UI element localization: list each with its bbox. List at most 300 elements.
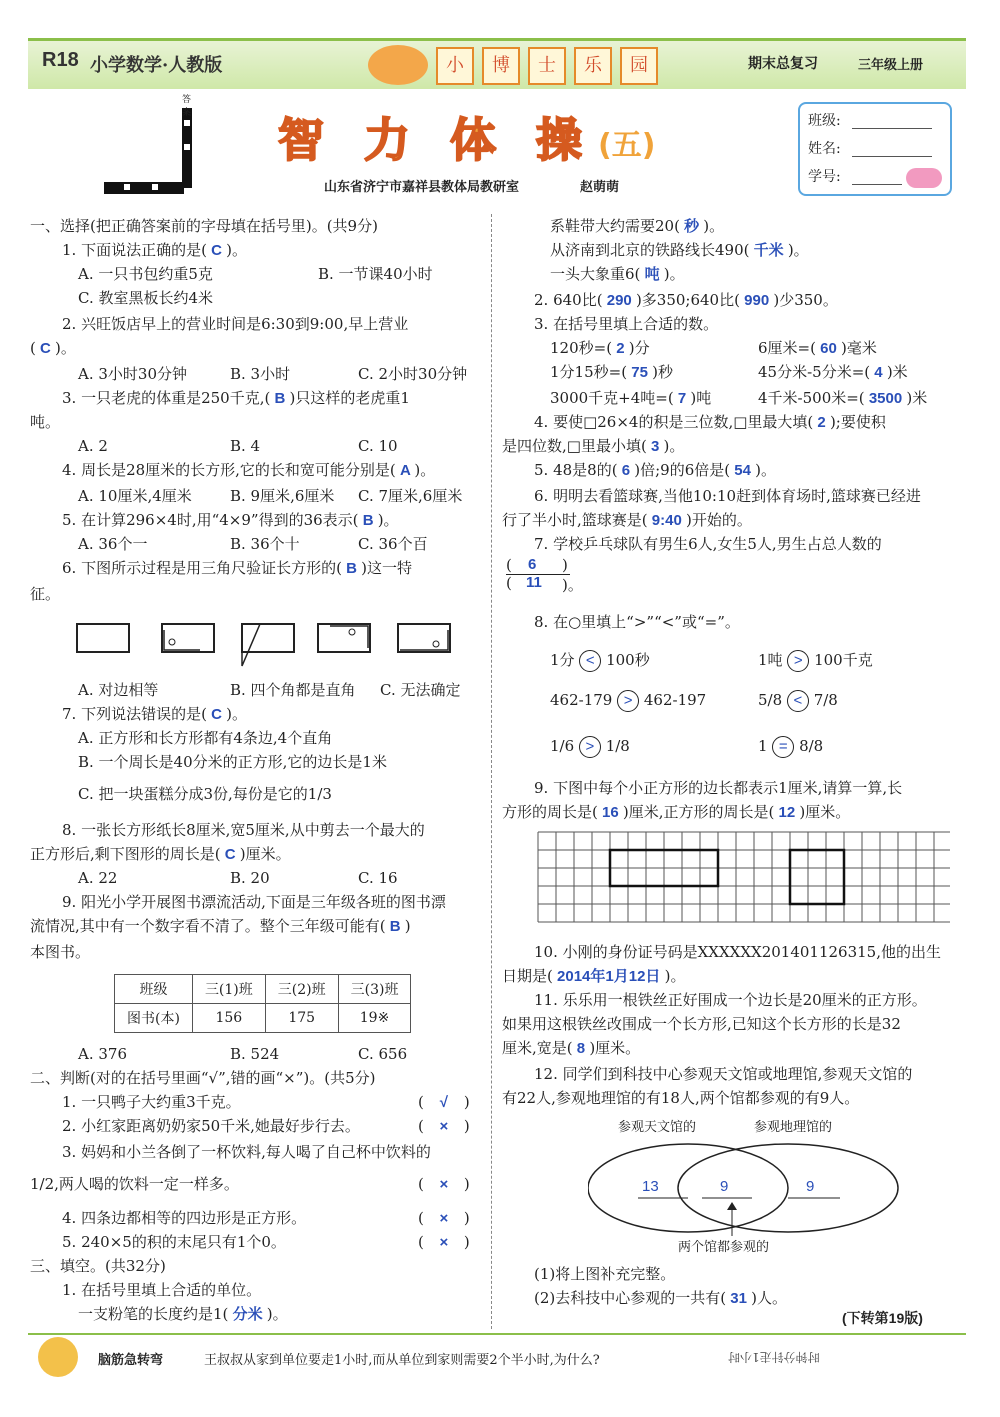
- right-text: 有22人,参观地理馆的有18人,两个馆都参观的有9人。: [502, 1089, 860, 1107]
- left-text: C. 无法确定: [380, 681, 461, 699]
- judge-mark[interactable]: [418, 1114, 470, 1139]
- right-text: )米: [886, 363, 908, 381]
- venn-label-left: 参观天文馆的: [618, 1120, 697, 1135]
- venn-right-only: 9: [806, 1178, 815, 1195]
- right-text: )。: [663, 437, 685, 455]
- left-text: )只这样的老虎重1: [289, 389, 410, 407]
- right-text: )。: [787, 241, 809, 259]
- judge-answer: ×: [439, 1234, 449, 1251]
- right-line: [534, 458, 776, 483]
- right-text: )少350。: [773, 291, 838, 309]
- compare-left: 1吨: [758, 651, 788, 669]
- left-text: A. 10厘米,4厘米: [78, 487, 192, 505]
- right-line: [550, 262, 685, 287]
- right-text: );要使积: [829, 413, 886, 431]
- header-code: R18: [42, 49, 79, 71]
- right-text: )人。: [751, 1289, 787, 1307]
- left-line: [62, 818, 425, 842]
- left-text: C. 36个百: [358, 535, 428, 553]
- left-answer: C: [206, 242, 227, 259]
- right-answer: 16: [597, 804, 623, 821]
- table-header-row: [115, 975, 411, 1004]
- right-answer: 290: [602, 292, 636, 309]
- left-line: [62, 458, 435, 483]
- right-answer: 54: [730, 462, 756, 479]
- left-line: [62, 1206, 306, 1230]
- left-text: C. 2小时30分钟: [358, 365, 468, 383]
- compare-right: 100秒: [601, 651, 650, 669]
- q7-fraction: ( 6 ) ( 11 )。: [506, 556, 583, 594]
- left-text: B. 一个周长是40分米的正方形,它的边长是1米: [78, 753, 387, 771]
- left-line: [62, 1278, 261, 1302]
- id-field[interactable]: [852, 184, 902, 185]
- right-text: )秒: [652, 363, 673, 381]
- compare-symbol[interactable]: <: [579, 650, 601, 672]
- left-text: C. 把一块蛋糕分成3份,每份是它的1/3: [78, 785, 332, 803]
- judge-paren: ): [463, 1117, 470, 1135]
- left-text: 1. 一只鸭子大约重3千克。: [62, 1093, 241, 1111]
- left-line: [78, 866, 117, 890]
- left-line: [78, 678, 158, 702]
- title-char: 力: [364, 113, 410, 167]
- table-header-cell: 班级: [115, 975, 193, 1004]
- left-text: 1. 在括号里填上合适的单位。: [62, 1281, 262, 1299]
- right-answer: 吨: [640, 266, 664, 283]
- right-text: 8. 在○里填上“>”“<”或“=”。: [534, 613, 740, 631]
- judge-paren: (: [418, 1233, 424, 1251]
- judge-answer: ×: [439, 1210, 449, 1227]
- right-line: [534, 288, 838, 313]
- left-text: B. 3小时: [230, 365, 291, 383]
- right-text: 6. 明明去看篮球赛,当他10:10赶到体育场时,篮球赛已经进: [534, 487, 921, 505]
- left-text: A. 一只书包约重5克: [78, 265, 213, 283]
- q7-numerator: 6: [528, 556, 537, 573]
- right-answer: 31: [726, 1290, 752, 1307]
- left-text: 正方形后,剩下图形的周长是(: [30, 845, 221, 863]
- left-line: [230, 866, 270, 890]
- left-text: A. 2: [78, 437, 108, 455]
- left-text: 2. 兴旺饭店早上的营业时间是6:30到9:00,早上营业: [62, 315, 409, 333]
- right-line: [534, 312, 718, 336]
- left-text: B. 一节课40小时: [318, 265, 433, 283]
- left-line: [78, 362, 187, 386]
- left-answer: 分米: [228, 1306, 267, 1323]
- left-text: )厘米。: [239, 845, 291, 863]
- student-info-box: [798, 102, 952, 196]
- left-text: 流情况,其中有一个数字看不清了。整个三年级可能有(: [30, 917, 386, 935]
- fun-box: 博: [482, 47, 520, 85]
- table-cell: 156: [192, 1004, 265, 1033]
- triangle-ruler-shapes-icon: [76, 620, 456, 670]
- name-field[interactable]: [852, 156, 932, 157]
- right-line: [550, 214, 724, 239]
- right-line: [534, 410, 886, 435]
- right-text: (1)将上图补充完整。: [534, 1265, 676, 1283]
- right-answer: 60: [815, 340, 841, 357]
- left-answer: C: [206, 706, 227, 723]
- left-text: 7. 下列说法错误的是(: [62, 705, 207, 723]
- right-text: 11. 乐乐用一根铁丝正好围成一个边长是20厘米的正方形。: [534, 991, 927, 1009]
- left-text: A. 376: [78, 1045, 127, 1063]
- left-answer: C: [220, 846, 240, 863]
- right-answer: 千米: [749, 242, 788, 259]
- judge-paren: (: [418, 1175, 424, 1193]
- venn-arrow-label: 两个馆都参观的: [678, 1240, 770, 1255]
- left-text: B. 9厘米,6厘米: [230, 487, 335, 505]
- right-line: [550, 336, 650, 361]
- left-text: 一支粉笔的长度约是1(: [78, 1305, 229, 1323]
- left-text: 3. 妈妈和小兰各倒了一杯饮料,每人喝了自己杯中饮料的: [62, 1143, 431, 1161]
- right-text: )厘米。: [589, 1039, 641, 1057]
- left-text: A. 对边相等: [78, 681, 159, 699]
- right-line: [502, 1012, 901, 1036]
- right-answer: 2: [813, 414, 830, 431]
- right-line: [502, 508, 752, 533]
- venn-left-only: 13: [642, 1178, 659, 1195]
- right-text: 行了半小时,篮球赛是(: [502, 511, 648, 529]
- table-cell: 175: [265, 1004, 338, 1033]
- compare-right: 1/8: [600, 737, 630, 755]
- left-text: 2. 小红家距离奶奶家50千米,她最好步行去。: [62, 1117, 360, 1135]
- left-line: [62, 1140, 431, 1164]
- compare-item: [550, 648, 650, 672]
- right-text: 3000千克+4吨=(: [550, 389, 674, 407]
- left-text: )。: [226, 241, 247, 259]
- left-line: [30, 582, 60, 606]
- left-text: 6. 下图所示过程是用三角尺验证长方形的(: [62, 559, 342, 577]
- judge-paren: ): [463, 1233, 470, 1251]
- left-text: B. 20: [230, 869, 270, 887]
- left-line: [30, 842, 291, 867]
- compare-symbol[interactable]: >: [617, 690, 639, 712]
- right-text: )厘米。: [799, 803, 851, 821]
- footer-question: 王叔叔从家到单位要走1小时,而从单位到家则需要2个半小时,为什么?: [204, 1353, 600, 1368]
- left-text: 5. 在计算296×4时,用“4×9”得到的36表示(: [62, 511, 359, 529]
- left-line: [78, 726, 332, 750]
- left-answer: C: [35, 340, 56, 357]
- right-text: 如果用这根铁丝改围成一个长方形,已知这个长方形的长是32: [502, 1015, 901, 1033]
- compare-symbol[interactable]: <: [787, 690, 809, 712]
- right-line: [534, 1286, 787, 1311]
- right-line: [534, 988, 927, 1012]
- left-line: [78, 750, 387, 774]
- title-char: 智: [278, 113, 324, 167]
- compare-item: [550, 688, 706, 712]
- venn-both: 9: [720, 1178, 729, 1195]
- judge-answer: √: [439, 1094, 448, 1111]
- judge-paren: (: [418, 1117, 424, 1135]
- left-line: [78, 782, 332, 806]
- right-text: )多350;640比(: [635, 291, 740, 309]
- q9-grid: [536, 830, 950, 934]
- compare-right: 8/8: [794, 737, 824, 755]
- left-text: )。: [226, 705, 247, 723]
- column-divider: [491, 214, 492, 1329]
- left-text: )这一特: [361, 559, 412, 577]
- judge-paren: (: [418, 1209, 424, 1227]
- left-text: 三、填空。(共32分): [30, 1257, 166, 1275]
- left-text: (: [30, 339, 36, 357]
- judge-paren: ): [463, 1209, 470, 1227]
- left-text: )。: [414, 461, 436, 479]
- left-text: 4. 周长是28厘米的长方形,它的长和宽可能分别是(: [62, 461, 396, 479]
- footer-answer: 时钟分针走1小时: [728, 1350, 820, 1364]
- title-char: 操: [536, 113, 582, 167]
- left-text: 5. 240×5的积的末尾只有1个0。: [62, 1233, 286, 1251]
- left-text: B. 四个角都是直角: [230, 681, 356, 699]
- left-line: [62, 702, 247, 727]
- table-cell: 19※: [338, 1004, 411, 1033]
- left-text: 二、判断(对的在括号里画“√”,错的画“×”)。(共5分): [30, 1069, 376, 1087]
- right-line: [502, 964, 685, 989]
- left-line: [358, 1042, 407, 1066]
- left-answer: B: [385, 918, 405, 935]
- left-line: [30, 336, 76, 361]
- right-answer: 8: [572, 1040, 590, 1057]
- judge-mark[interactable]: [418, 1172, 470, 1197]
- right-text: 6厘米=(: [758, 339, 816, 357]
- left-line: [358, 532, 428, 556]
- qr-label: 答案: [182, 94, 192, 117]
- right-text: 5. 48是8的(: [534, 461, 618, 479]
- qr-code[interactable]: [104, 94, 194, 196]
- left-text: A. 36个一: [78, 535, 148, 553]
- compare-item: [758, 688, 838, 712]
- header-banner: [28, 38, 966, 89]
- right-answer: 2: [612, 340, 629, 357]
- left-line: [62, 238, 247, 263]
- left-text: C. 656: [358, 1045, 408, 1063]
- right-text: 方形的周长是(: [502, 803, 598, 821]
- title-number: (五): [598, 128, 656, 163]
- continue-note: (下转第19版): [842, 1310, 923, 1326]
- left-line: [62, 1230, 286, 1254]
- left-text: B. 36个十: [230, 535, 300, 553]
- right-line: [550, 360, 673, 385]
- right-text: (2)去科技中心参观的一共有(: [534, 1289, 727, 1307]
- left-line: [30, 1172, 239, 1196]
- left-text: 8. 一张长方形纸长8厘米,宽5厘米,从中剪去一个最大的: [62, 821, 425, 839]
- left-line: [230, 1042, 279, 1066]
- class-field[interactable]: [852, 128, 932, 129]
- grid-square: [790, 850, 844, 904]
- lion-mascot-icon: [368, 45, 428, 85]
- left-line: [62, 312, 408, 336]
- right-line: [534, 610, 740, 634]
- left-line: [62, 1090, 241, 1114]
- right-text: )。: [703, 217, 725, 235]
- judge-paren: ): [463, 1175, 470, 1193]
- right-line: [534, 484, 921, 508]
- right-text: 120秒=(: [550, 339, 613, 357]
- left-answer: B: [270, 390, 290, 407]
- right-text: 3. 在括号里填上合适的数。: [534, 315, 719, 333]
- left-text: A. 正方形和长方形都有4条边,4个直角: [78, 729, 333, 747]
- left-text: 吨。: [30, 413, 61, 431]
- right-text: )分: [628, 339, 650, 357]
- footer: [28, 1333, 966, 1381]
- right-text: 7. 学校乒乓球队有男生6人,女生5人,男生占总人数的: [534, 535, 882, 553]
- compare-right: 7/8: [808, 691, 838, 709]
- right-text: )倍;9的6倍是(: [634, 461, 731, 479]
- left-line: [230, 362, 290, 386]
- right-text: )开始的。: [685, 511, 752, 529]
- fun-boxes: [436, 47, 666, 85]
- right-answer: 3500: [864, 390, 907, 407]
- right-text: 日期是(: [502, 967, 553, 985]
- left-line: [380, 678, 460, 702]
- right-text: 一头大象重6(: [550, 265, 641, 283]
- left-text: B. 4: [230, 437, 261, 455]
- right-text: 1分15秒=(: [550, 363, 628, 381]
- q6-shapes: [76, 620, 456, 674]
- right-line: [758, 336, 877, 361]
- compare-symbol[interactable]: =: [772, 736, 794, 758]
- compare-item: [758, 648, 873, 672]
- title-char: 体: [450, 113, 496, 167]
- compare-left: 5/8: [758, 691, 787, 709]
- left-text: C. 7厘米,6厘米: [358, 487, 463, 505]
- left-line: [30, 1066, 376, 1090]
- judge-mark[interactable]: [418, 1206, 470, 1231]
- left-answer: A: [395, 462, 415, 479]
- left-text: 本图书。: [30, 943, 91, 961]
- right-line: [502, 434, 684, 459]
- grid-figure: [536, 830, 950, 930]
- left-line: [62, 386, 410, 411]
- left-text: C. 16: [358, 869, 398, 887]
- right-text: 12. 同学们到科技中心参观天文馆或地理馆,参观天文馆的: [534, 1065, 913, 1083]
- left-line: [78, 434, 108, 458]
- left-line: [78, 484, 192, 508]
- left-line: [230, 434, 260, 458]
- left-line: [78, 1302, 288, 1327]
- class-label: 班级:: [808, 113, 841, 129]
- right-answer: 12: [774, 804, 800, 821]
- venn-diagram: [588, 1116, 948, 1270]
- header-review: 期末总复习: [748, 56, 818, 72]
- compare-left: 1分: [550, 651, 580, 669]
- left-line: [358, 362, 467, 386]
- judge-paren: ): [463, 1093, 470, 1111]
- right-line: [502, 1086, 859, 1110]
- compare-right: 100千克: [809, 651, 873, 669]
- right-answer: 75: [627, 364, 653, 381]
- left-line: [78, 286, 213, 310]
- left-text: 一、选择(把正确答案前的字母填在括号里)。(共9分): [30, 217, 378, 235]
- right-answer: 9:40: [647, 512, 686, 529]
- compare-item: [550, 734, 630, 758]
- id-label: 学号:: [808, 169, 841, 185]
- judge-mark[interactable]: [418, 1230, 470, 1255]
- book-table: [114, 974, 411, 1033]
- compare-item: [758, 734, 823, 758]
- left-line: [62, 890, 446, 914]
- left-line: [230, 532, 300, 556]
- right-line: [534, 532, 882, 556]
- venn-label-right: 参观地理馆的: [754, 1120, 833, 1135]
- table-cell: 图书(本): [115, 1004, 193, 1033]
- right-text: 厘米,宽是(: [502, 1039, 573, 1057]
- left-line: [358, 434, 398, 458]
- left-line: [230, 678, 356, 702]
- left-text: B. 524: [230, 1045, 280, 1063]
- judge-answer: ×: [439, 1176, 449, 1193]
- right-text: 系鞋带大约需要20(: [550, 217, 680, 235]
- judge-paren: (: [418, 1093, 424, 1111]
- left-text: )。: [266, 1305, 288, 1323]
- left-line: [358, 484, 462, 508]
- right-line: [502, 800, 850, 825]
- left-text: A. 22: [78, 869, 118, 887]
- left-text: 1/2,两人喝的饮料一定一样多。: [30, 1175, 239, 1193]
- right-text: 从济南到北京的铁路线长490(: [550, 241, 750, 259]
- left-line: [30, 914, 411, 939]
- fun-box: 园: [620, 47, 658, 85]
- giraffe-icon: [38, 1337, 78, 1377]
- fun-box: 小: [436, 47, 474, 85]
- left-line: [30, 214, 378, 238]
- left-text: 4. 四条边都相等的四边形是正方形。: [62, 1209, 307, 1227]
- right-answer: 990: [739, 292, 774, 309]
- cartoon-icon: [906, 168, 942, 188]
- author-name: 赵萌萌: [580, 180, 620, 195]
- left-text: 3. 一只老虎的体重是250千克,(: [62, 389, 271, 407]
- right-text: 10. 小刚的身份证号码是XXXXXX201401126315,他的出生: [534, 943, 941, 961]
- compare-left: 1: [758, 737, 773, 755]
- right-text: 是四位数,□里最小填(: [502, 437, 647, 455]
- judge-answer: ×: [439, 1118, 449, 1135]
- right-text: 9. 下图中每个小正方形的边长都表示1厘米,请算一算,长: [534, 779, 903, 797]
- right-text: )。: [663, 265, 685, 283]
- left-answer: B: [341, 560, 362, 577]
- left-line: [78, 532, 147, 556]
- left-line: [30, 940, 90, 964]
- compare-right: 462-197: [639, 691, 707, 709]
- table-header-cell: 三(2)班: [265, 975, 338, 1004]
- right-text: 45分米-5分米=(: [758, 363, 871, 381]
- right-text: 4. 要使□26×4的积是三位数,□里最大填(: [534, 413, 814, 431]
- right-answer: 4: [870, 364, 887, 381]
- right-text: )毫米: [841, 339, 877, 357]
- right-text: )厘米,正方形的周长是(: [622, 803, 775, 821]
- right-answer: 秒: [679, 218, 704, 235]
- right-answer: 3: [646, 438, 664, 455]
- compare-symbol[interactable]: >: [787, 650, 809, 672]
- table-header-cell: 三(3)班: [338, 975, 411, 1004]
- left-text: 1. 下面说法正确的是(: [62, 241, 207, 259]
- left-text: 9. 阳光小学开展图书漂流活动,下面是三年级各班的图书漂: [62, 893, 446, 911]
- qr-code-icon: [104, 100, 194, 196]
- table-row: [115, 1004, 411, 1033]
- right-text: 2. 640比(: [534, 291, 603, 309]
- left-text: C. 10: [358, 437, 398, 455]
- q7-denominator: 11: [526, 574, 542, 591]
- right-line: [534, 1062, 912, 1086]
- right-text: )吨: [690, 389, 712, 407]
- right-answer: 2014年1月12日: [552, 968, 665, 985]
- page-title: [278, 104, 622, 170]
- fun-box: 士: [528, 47, 566, 85]
- right-line: [550, 386, 711, 411]
- left-line: [62, 1114, 360, 1138]
- compare-symbol[interactable]: >: [579, 736, 601, 758]
- fun-box: 乐: [574, 47, 612, 85]
- left-text: C. 教室黑板长约4米: [78, 289, 214, 307]
- right-line: [534, 940, 941, 964]
- compare-left: 1/6: [550, 737, 579, 755]
- judge-mark[interactable]: [418, 1090, 470, 1115]
